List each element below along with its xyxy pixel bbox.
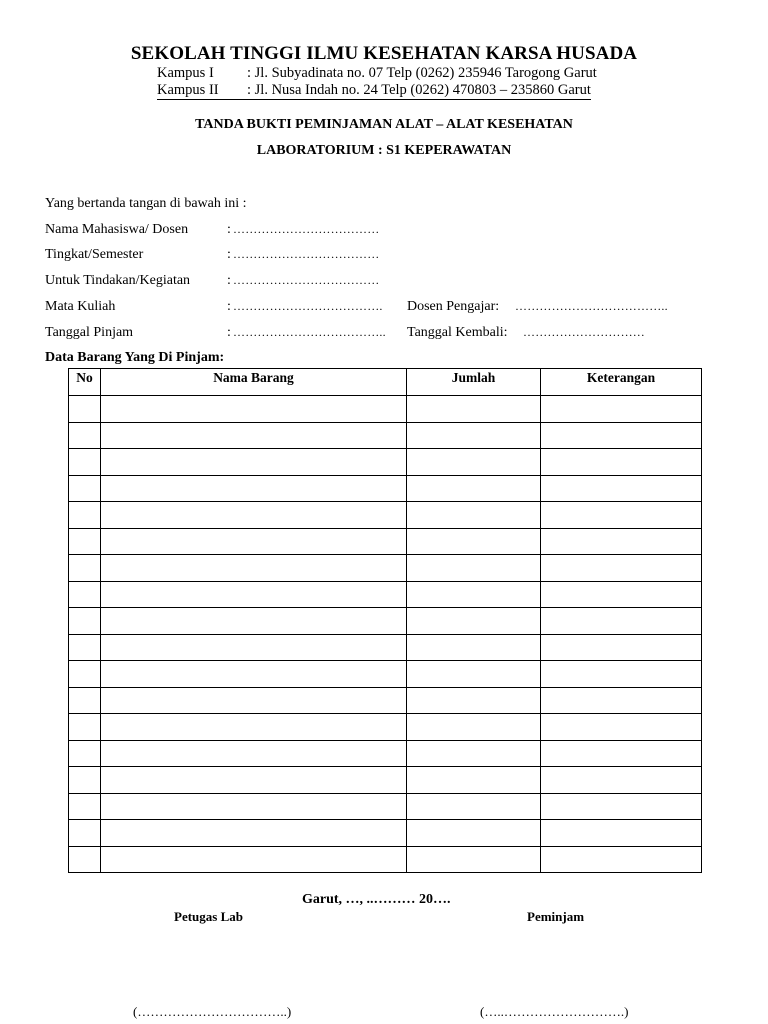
field-colon: : <box>227 222 231 237</box>
form-intro: Yang bertanda tangan di bawah ini : <box>45 196 247 211</box>
table-row <box>69 555 702 582</box>
table-cell-no[interactable] <box>69 475 101 502</box>
table-cell-no[interactable] <box>69 502 101 529</box>
table-cell-nama-barang[interactable] <box>101 581 407 608</box>
table-cell-keterangan[interactable] <box>541 820 702 847</box>
field-label: Tanggal Pinjam <box>45 325 134 340</box>
table-header-row <box>69 369 702 396</box>
table-cell-nama-barang[interactable] <box>101 608 407 635</box>
place-date: Garut, …, ..……… 20…. <box>302 892 451 907</box>
campus1-label: Kampus I <box>157 65 214 81</box>
table-cell-keterangan[interactable] <box>541 634 702 661</box>
table-cell-keterangan[interactable] <box>541 502 702 529</box>
table-cell-nama-barang[interactable] <box>101 846 407 873</box>
table-cell-nama-barang[interactable] <box>101 687 407 714</box>
field-label: Tingkat/Semester <box>45 247 144 262</box>
table-cell-keterangan[interactable] <box>541 422 702 449</box>
table-row <box>69 740 702 767</box>
signature-line-peminjam[interactable]: (…..……………………….) <box>480 1004 629 1019</box>
table-cell-no[interactable] <box>69 793 101 820</box>
table-cell-keterangan[interactable] <box>541 528 702 555</box>
items-table-body <box>69 396 702 873</box>
signer-label-peminjam: Peminjam <box>527 909 585 924</box>
table-row <box>69 581 702 608</box>
table-cell-no[interactable] <box>69 767 101 794</box>
column-header-jumlah: Jumlah <box>407 369 541 396</box>
table-row <box>69 820 702 847</box>
table-cell-no[interactable] <box>69 714 101 741</box>
table-cell-no[interactable] <box>69 528 101 555</box>
campus2-address-line <box>157 82 591 100</box>
table-cell-no[interactable] <box>69 449 101 476</box>
table-cell-jumlah[interactable] <box>407 475 541 502</box>
table-cell-nama-barang[interactable] <box>101 661 407 688</box>
field-label: Nama Mahasiswa/ Dosen <box>45 222 189 237</box>
table-row <box>69 528 702 555</box>
table-cell-jumlah[interactable] <box>407 555 541 582</box>
table-cell-keterangan[interactable] <box>541 396 702 423</box>
table-row <box>69 475 702 502</box>
signature-line-petugas[interactable]: (……………………………..) <box>133 1004 292 1019</box>
field-colon: : <box>227 325 231 340</box>
table-cell-keterangan[interactable] <box>541 846 702 873</box>
table-cell-no[interactable] <box>69 687 101 714</box>
table-cell-nama-barang[interactable] <box>101 555 407 582</box>
laboratory-title: LABORATORIUM : S1 KEPERAWATAN <box>256 143 512 158</box>
table-row <box>69 661 702 688</box>
field-label: Untuk Tindakan/Kegiatan <box>45 273 191 288</box>
table-cell-nama-barang[interactable] <box>101 528 407 555</box>
field-blank[interactable]: ……………………………… <box>233 247 380 261</box>
table-row <box>69 449 702 476</box>
table-row <box>69 396 702 423</box>
table-row <box>69 714 702 741</box>
field-colon: : <box>227 273 231 288</box>
field-blank[interactable]: ……………………………….. <box>233 325 386 339</box>
table-cell-jumlah[interactable] <box>407 396 541 423</box>
table-row <box>69 608 702 635</box>
table-cell-jumlah[interactable] <box>407 661 541 688</box>
field-blank[interactable]: ……………………………… <box>233 273 380 287</box>
field-colon: : <box>227 299 231 314</box>
table-row <box>69 634 702 661</box>
table-cell-keterangan[interactable] <box>541 687 702 714</box>
table-cell-jumlah[interactable] <box>407 767 541 794</box>
table-cell-no[interactable] <box>69 820 101 847</box>
field-label: Mata Kuliah <box>45 299 116 314</box>
table-cell-jumlah[interactable] <box>407 687 541 714</box>
table-cell-jumlah[interactable] <box>407 502 541 529</box>
table-row <box>69 502 702 529</box>
table-cell-nama-barang[interactable] <box>101 475 407 502</box>
table-cell-no[interactable] <box>69 555 101 582</box>
table-cell-nama-barang[interactable] <box>101 396 407 423</box>
table-cell-no[interactable] <box>69 846 101 873</box>
table-cell-keterangan[interactable] <box>541 475 702 502</box>
table-row <box>69 422 702 449</box>
field-blank-dosen-pengajar[interactable]: ……………………………….. <box>515 299 668 313</box>
field-label-tanggal-kembali: Tanggal Kembali: <box>407 325 508 340</box>
table-cell-nama-barang[interactable] <box>101 820 407 847</box>
column-header-nama-barang: Nama Barang <box>101 369 407 396</box>
campus1-address: : Jl. Subyadinata no. 07 Telp (0262) 235946 Tarogong Garut <box>247 65 597 81</box>
table-cell-keterangan[interactable] <box>541 449 702 476</box>
table-cell-nama-barang[interactable] <box>101 422 407 449</box>
table-cell-jumlah[interactable] <box>407 740 541 767</box>
table-cell-keterangan[interactable] <box>541 608 702 635</box>
table-row <box>69 846 702 873</box>
table-cell-nama-barang[interactable] <box>101 793 407 820</box>
table-cell-keterangan[interactable] <box>541 714 702 741</box>
field-colon: : <box>227 247 231 262</box>
table-cell-keterangan[interactable] <box>541 661 702 688</box>
document-title: TANDA BUKTI PEMINJAMAN ALAT – ALAT KESEHATAN <box>195 117 573 132</box>
items-section-title: Data Barang Yang Di Pinjam: <box>45 350 225 365</box>
table-cell-no[interactable] <box>69 634 101 661</box>
signer-label-petugas: Petugas Lab <box>174 909 243 924</box>
table-row <box>69 687 702 714</box>
table-cell-nama-barang[interactable] <box>101 634 407 661</box>
table-cell-jumlah[interactable] <box>407 846 541 873</box>
table-cell-no[interactable] <box>69 396 101 423</box>
table-cell-no[interactable] <box>69 581 101 608</box>
field-label-dosen-pengajar: Dosen Pengajar: <box>407 299 500 314</box>
items-table <box>68 368 702 873</box>
field-blank[interactable]: ………………………………. <box>233 299 383 313</box>
field-blank-tanggal-kembali[interactable]: ………………………… <box>523 325 645 339</box>
table-cell-nama-barang[interactable] <box>101 502 407 529</box>
table-cell-keterangan[interactable] <box>541 581 702 608</box>
table-cell-no[interactable] <box>69 740 101 767</box>
table-cell-nama-barang[interactable] <box>101 767 407 794</box>
table-cell-jumlah[interactable] <box>407 449 541 476</box>
campus2-label: Kampus II <box>157 82 219 98</box>
field-blank[interactable]: ……………………………… <box>233 222 380 236</box>
table-cell-nama-barang[interactable] <box>101 740 407 767</box>
table-cell-jumlah[interactable] <box>407 422 541 449</box>
table-cell-jumlah[interactable] <box>407 793 541 820</box>
campus1-address-line <box>157 65 597 82</box>
campus2-address: : Jl. Nusa Indah no. 24 Telp (0262) 470803 – 235860 Garut <box>247 82 591 98</box>
table-cell-keterangan[interactable] <box>541 555 702 582</box>
table-row <box>69 793 702 820</box>
table-row <box>69 767 702 794</box>
table-cell-no[interactable] <box>69 422 101 449</box>
table-cell-jumlah[interactable] <box>407 714 541 741</box>
table-cell-keterangan[interactable] <box>541 740 702 767</box>
table-cell-jumlah[interactable] <box>407 581 541 608</box>
table-cell-jumlah[interactable] <box>407 528 541 555</box>
table-cell-jumlah[interactable] <box>407 608 541 635</box>
column-header-keterangan: Keterangan <box>541 369 702 396</box>
institution-name: SEKOLAH TINGGI ILMU KESEHATAN KARSA HUSADA <box>130 43 638 64</box>
table-cell-keterangan[interactable] <box>541 793 702 820</box>
table-cell-no[interactable] <box>69 661 101 688</box>
table-cell-jumlah[interactable] <box>407 820 541 847</box>
table-cell-jumlah[interactable] <box>407 634 541 661</box>
column-header-no: No <box>69 369 101 396</box>
table-cell-keterangan[interactable] <box>541 767 702 794</box>
table-cell-nama-barang[interactable] <box>101 714 407 741</box>
table-cell-no[interactable] <box>69 608 101 635</box>
table-cell-nama-barang[interactable] <box>101 449 407 476</box>
